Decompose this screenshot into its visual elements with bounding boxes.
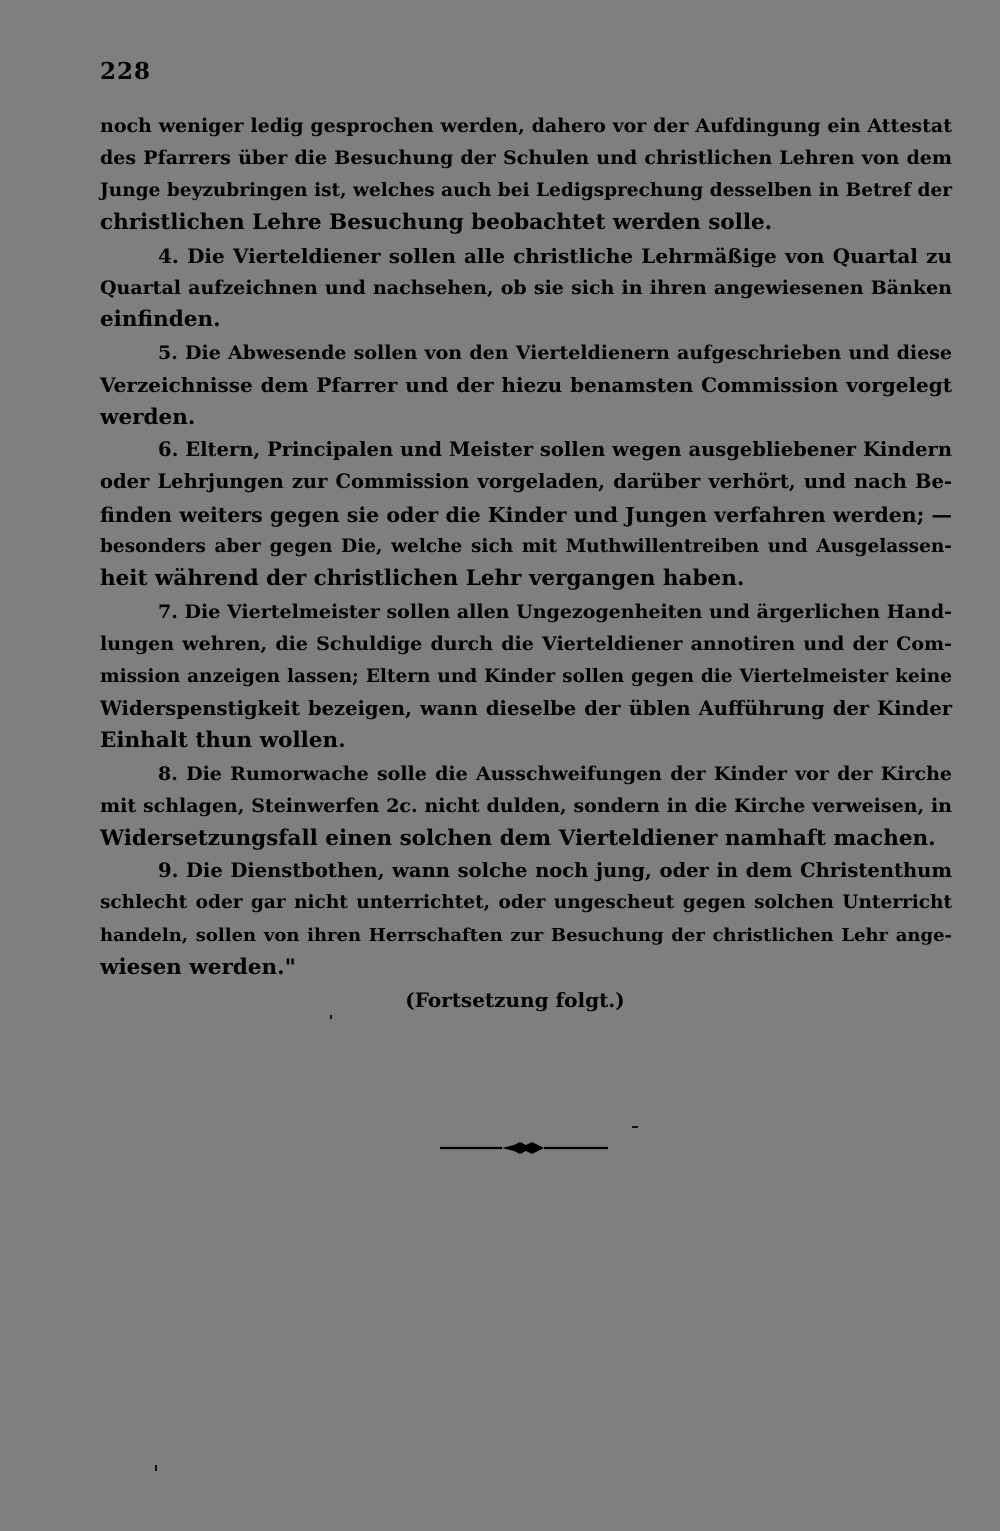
body-text (100, 110, 952, 985)
text-line: schlecht oder gar nicht unterrichtet, oder ungescheut gegen solchen Unterricht (100, 892, 952, 914)
text-line: Verzeichnisse dem Pfarrer und der hiezu benamsten Commission vorgelegt (100, 373, 952, 398)
text-line: 4. Die Vierteldiener sollen alle christliche Lehrmäßige von Quartal zu (158, 243, 952, 268)
text-line: finden weiters gegen sie oder die Kinder und Jungen verfahren werden; — (100, 502, 952, 527)
text-line: 6. Eltern, Principalen und Meister sollen wegen ausgebliebener Kindern (158, 437, 952, 461)
page-number: 228 (100, 58, 152, 85)
text-line: 8. Die Rumorwache solle die Ausschweifungen der Kinder vor der Kirche (158, 762, 952, 785)
text-line: 9. Die Dienstbothen, wann solche noch jung, oder in dem Christenthum (158, 858, 952, 882)
text-line: noch weniger ledig gesprochen werden, dahero vor der Aufdingung ein Attestat (100, 115, 952, 137)
text-line: Quartal aufzeichnen und nachsehen, ob sie sich in ihren angewiesenen Bänken (100, 276, 952, 299)
text-line: Einhalt thun wollen. (100, 728, 346, 754)
text-line: 7. Die Viertelmeister sollen allen Ungezogenheiten und ärgerlichen Hand- (158, 600, 952, 623)
text-line: 5. Die Abwesende sollen von den Vierteldienern aufgeschrieben und diese (158, 341, 952, 364)
ornament-divider (440, 1138, 608, 1158)
margin-speck (330, 1015, 332, 1019)
text-line: Widerspenstigkeit bezeigen, wann dieselbe der üblen Aufführung der Kinder (100, 697, 952, 721)
text-line: Junge beyzubringen ist, welches auch bei Ledigsprechung desselben in Betref der (100, 179, 952, 201)
text-line: besonders aber gegen Die, welche sich mit Muthwillentreiben und Ausgelassen- (100, 536, 952, 558)
margin-speck (155, 1465, 157, 1471)
continuation-note: (Fortsetzung folgt.) (405, 988, 625, 1012)
text-line: handeln, sollen von ihren Herrschaften zur Besuchung der christlichen Lehr ange- (100, 924, 952, 946)
text-line: mission anzeigen lassen; Eltern und Kinder sollen gegen die Viertelmeister keine (100, 665, 952, 687)
text-line: oder Lehrjungen zur Commission vorgeladen, darüber verhört, und nach Be- (100, 470, 952, 494)
text-line: heit während der christlichen Lehr vergangen haben. (100, 566, 745, 592)
text-line: wiesen werden." (100, 955, 296, 981)
text-line: einfinden. (100, 307, 221, 333)
text-line: lungen wehren, die Schuldige durch die Vierteldiener annotiren und der Com- (100, 633, 952, 656)
text-line: mit schlagen, Steinwerfen 2c. nicht dulden, sondern in die Kirche verweisen, in (100, 795, 952, 818)
text-line: Widersetzungsfall einen solchen dem Vierteldiener namhaft machen. (100, 825, 936, 851)
text-line: werden. (100, 404, 196, 430)
margin-speck (632, 1126, 638, 1128)
text-line: des Pfarrers über die Besuchung der Schulen und christlichen Lehren von dem (100, 147, 952, 170)
text-line: christlichen Lehre Besuchung beobachtet werden solle. (100, 210, 773, 236)
